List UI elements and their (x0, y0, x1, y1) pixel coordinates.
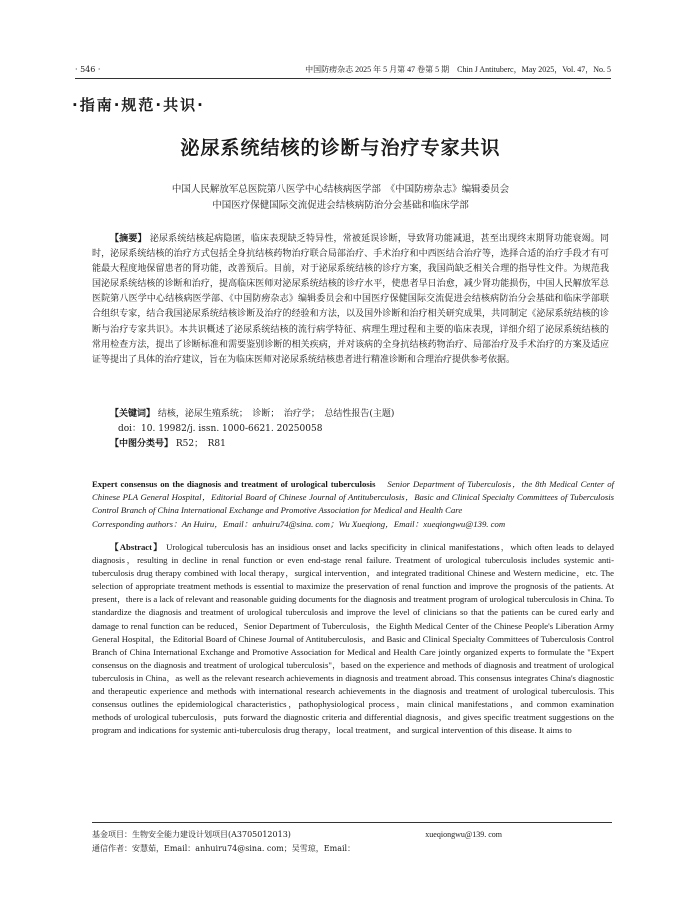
classification-label: 【中图分类号】 (110, 439, 174, 449)
footnotes (92, 822, 612, 856)
abstract-text: 泌尿系统结核起病隐匿，临床表现缺乏特异性，常被延误诊断，导致肾功能减退，甚至出现终末期肾功能衰竭。同时，泌尿系统结核的治疗方式包括全身抗结核药物治疗联合局部治疗、手术治疗和中西医结合治疗等，选择合适的治疗手段才有可能最大程度地保留患者的肾功能，改善预后。目前，对于泌尿系统结核的诊疗方案，我国尚缺乏相关合理的指导性文件。为规范我国泌尿系统结核的诊断和治疗，提高临床医师对泌尿系统结核的诊疗水平，使患者早日治愈，减少肾功能损伤，中国人民解放军总医院第八医学中心结核病医学部、《中国防痨杂志》编辑委员会和中国医疗保健国际交流促进会结核病防治分会基础和临床学部联合组织专家，结合我国泌尿系统结核诊断及治疗的经验和方法，以及国外诊断和治疗相关研究成果，共同制定《泌尿系统结核的诊断与治疗专家共识》。本共识概述了泌尿系统结核的流行病学特征、病理生理过程和主要的临床表现，详细介绍了泌尿系统结核的常用检查方法，提出了诊断标准和需要鉴别诊断的相关疾病，并对该病的全身抗结核药物治疗、局部治疗及手术治疗的方案及适应证等提出了具体的治疗建议，旨在为临床医师对泌尿系统结核患者进行精准诊断和合理治疗提供参考依据。 (92, 234, 609, 365)
journal-info: 中国防痨杂志 2025 年 5 月第 47 卷第 5 期 Chin J Antituberc，May 2025，Vol. 47，No. 5 (305, 65, 611, 74)
english-title: Expert consensus on the diagnosis and treatment of urological tuberculosis (92, 479, 376, 489)
authors-line-1: 中国人民解放军总医院第八医学中心结核病医学部 《中国防痨杂志》编辑委员会 (171, 184, 510, 195)
keywords-text: 结核，泌尿生殖系统； 诊断； 治疗学； 总结性报告(主题) (157, 409, 395, 419)
english-corresponding: Corresponding authors：An Huiru，Email：anhuiru74@sina. com；Wu Xueqiong，Email：xueqiongwu@139. com (92, 518, 506, 529)
page-number: · 546 · (75, 65, 101, 74)
authors (0, 182, 681, 214)
english-abstract-text: Urological tuberculosis has an insidious onset and lacks specificity in clinical manifestations，which often leads to delayed diagnosis，resulting in decline in renal function or even end-stage renal failure. Treatment of urological tuberculosis includes systemic anti-tuberculosis drug therapy combined with local therapy，surgical intervention，and integrated traditional Chinese and Western medicine，etc. The selection of appropriate treatment methods is essential to maximize the preservation of renal function and improve the prognosis of the patients. At present，there is a lack of relevant and reasonable guiding documents for the diagnosis and treatment program of urological tuberculosis in China. To standardize the diagnosis and treatment of urological tuberculosis and improve the level of clinicians so that the patients can be cured early and damage to renal function can be reduced，Senior Department of Tuberculosis，the Eighth Medical Center of the Chinese People's Liberation Army General Hospital，the Editorial Board of Chinese Journal of Antituberculosis，and Basic and Clinical Specialty Committees of Tuberculosis Control Branch of China International Exchange and Promotive Association for Medical and Health Care jointly organized experts to formulate the "Expert consensus on the diagnosis and treatment of urological tuberculosis"，based on the experience and methods of diagnosis and treatment of urological tuberculosis in China，as well as the relevant research achievements in diagnosis and treatment abroad. This consensus integrates China's diagnostic and therapeutic experience and methods with international research achievements in the diagnosis and treatment of urological tuberculosis. This consensus outlines the epidemiological characteristics，pathophysiological process，main clinical manifestations，and common examination methods of urological tuberculosis，puts forward the diagnostic criteria and differential diagnosis，and gives specific treatment suggestions on the program and indications for systemic anti-tuberculosis drug therapy，local treatment，and surgical intervention of this disease. It aims to (92, 542, 614, 736)
section-tag: ·指南·规范·共识· (72, 96, 205, 114)
abstract-label: 【摘要】 (110, 234, 147, 244)
english-affiliation: Senior Department of Tuberculosis，the 8th Medical Center of Chinese PLA General Hospital，Editorial Board of Chinese Journal of Antituberculosis，Basic and Clinical Specialty Committees of Tuberculosis Control Branch of China International Exchange and Promotive Association for Medical and Health Care (92, 479, 614, 516)
authors-line-2: 中国医疗保健国际交流促进会结核病防治分会基础和临床学部 (212, 200, 469, 211)
english-title-block (92, 478, 614, 531)
footnote-email: xueqiongwu@139. com (425, 830, 502, 839)
corresponding-note: 通信作者：安慧茹，Email：anhuiru74@sina. com；吴雪琼，Email： (92, 844, 356, 853)
doi: doi：10. 19982/j. issn. 1000-6621. 20250058 (118, 424, 323, 434)
english-abstract-label: 【Abstract】 (110, 542, 163, 552)
english-abstract (92, 541, 614, 737)
fund-note: 基金项目：生物安全能力建设计划项目(A3705012013) (92, 830, 291, 839)
running-header (75, 65, 611, 79)
keywords-label: 【关键词】 (110, 409, 156, 419)
article-title: 泌尿系统结核的诊断与治疗专家共识 (180, 137, 501, 159)
classification-text: R52； R81 (175, 439, 226, 449)
keywords-block (110, 407, 610, 452)
chinese-abstract (92, 232, 609, 368)
